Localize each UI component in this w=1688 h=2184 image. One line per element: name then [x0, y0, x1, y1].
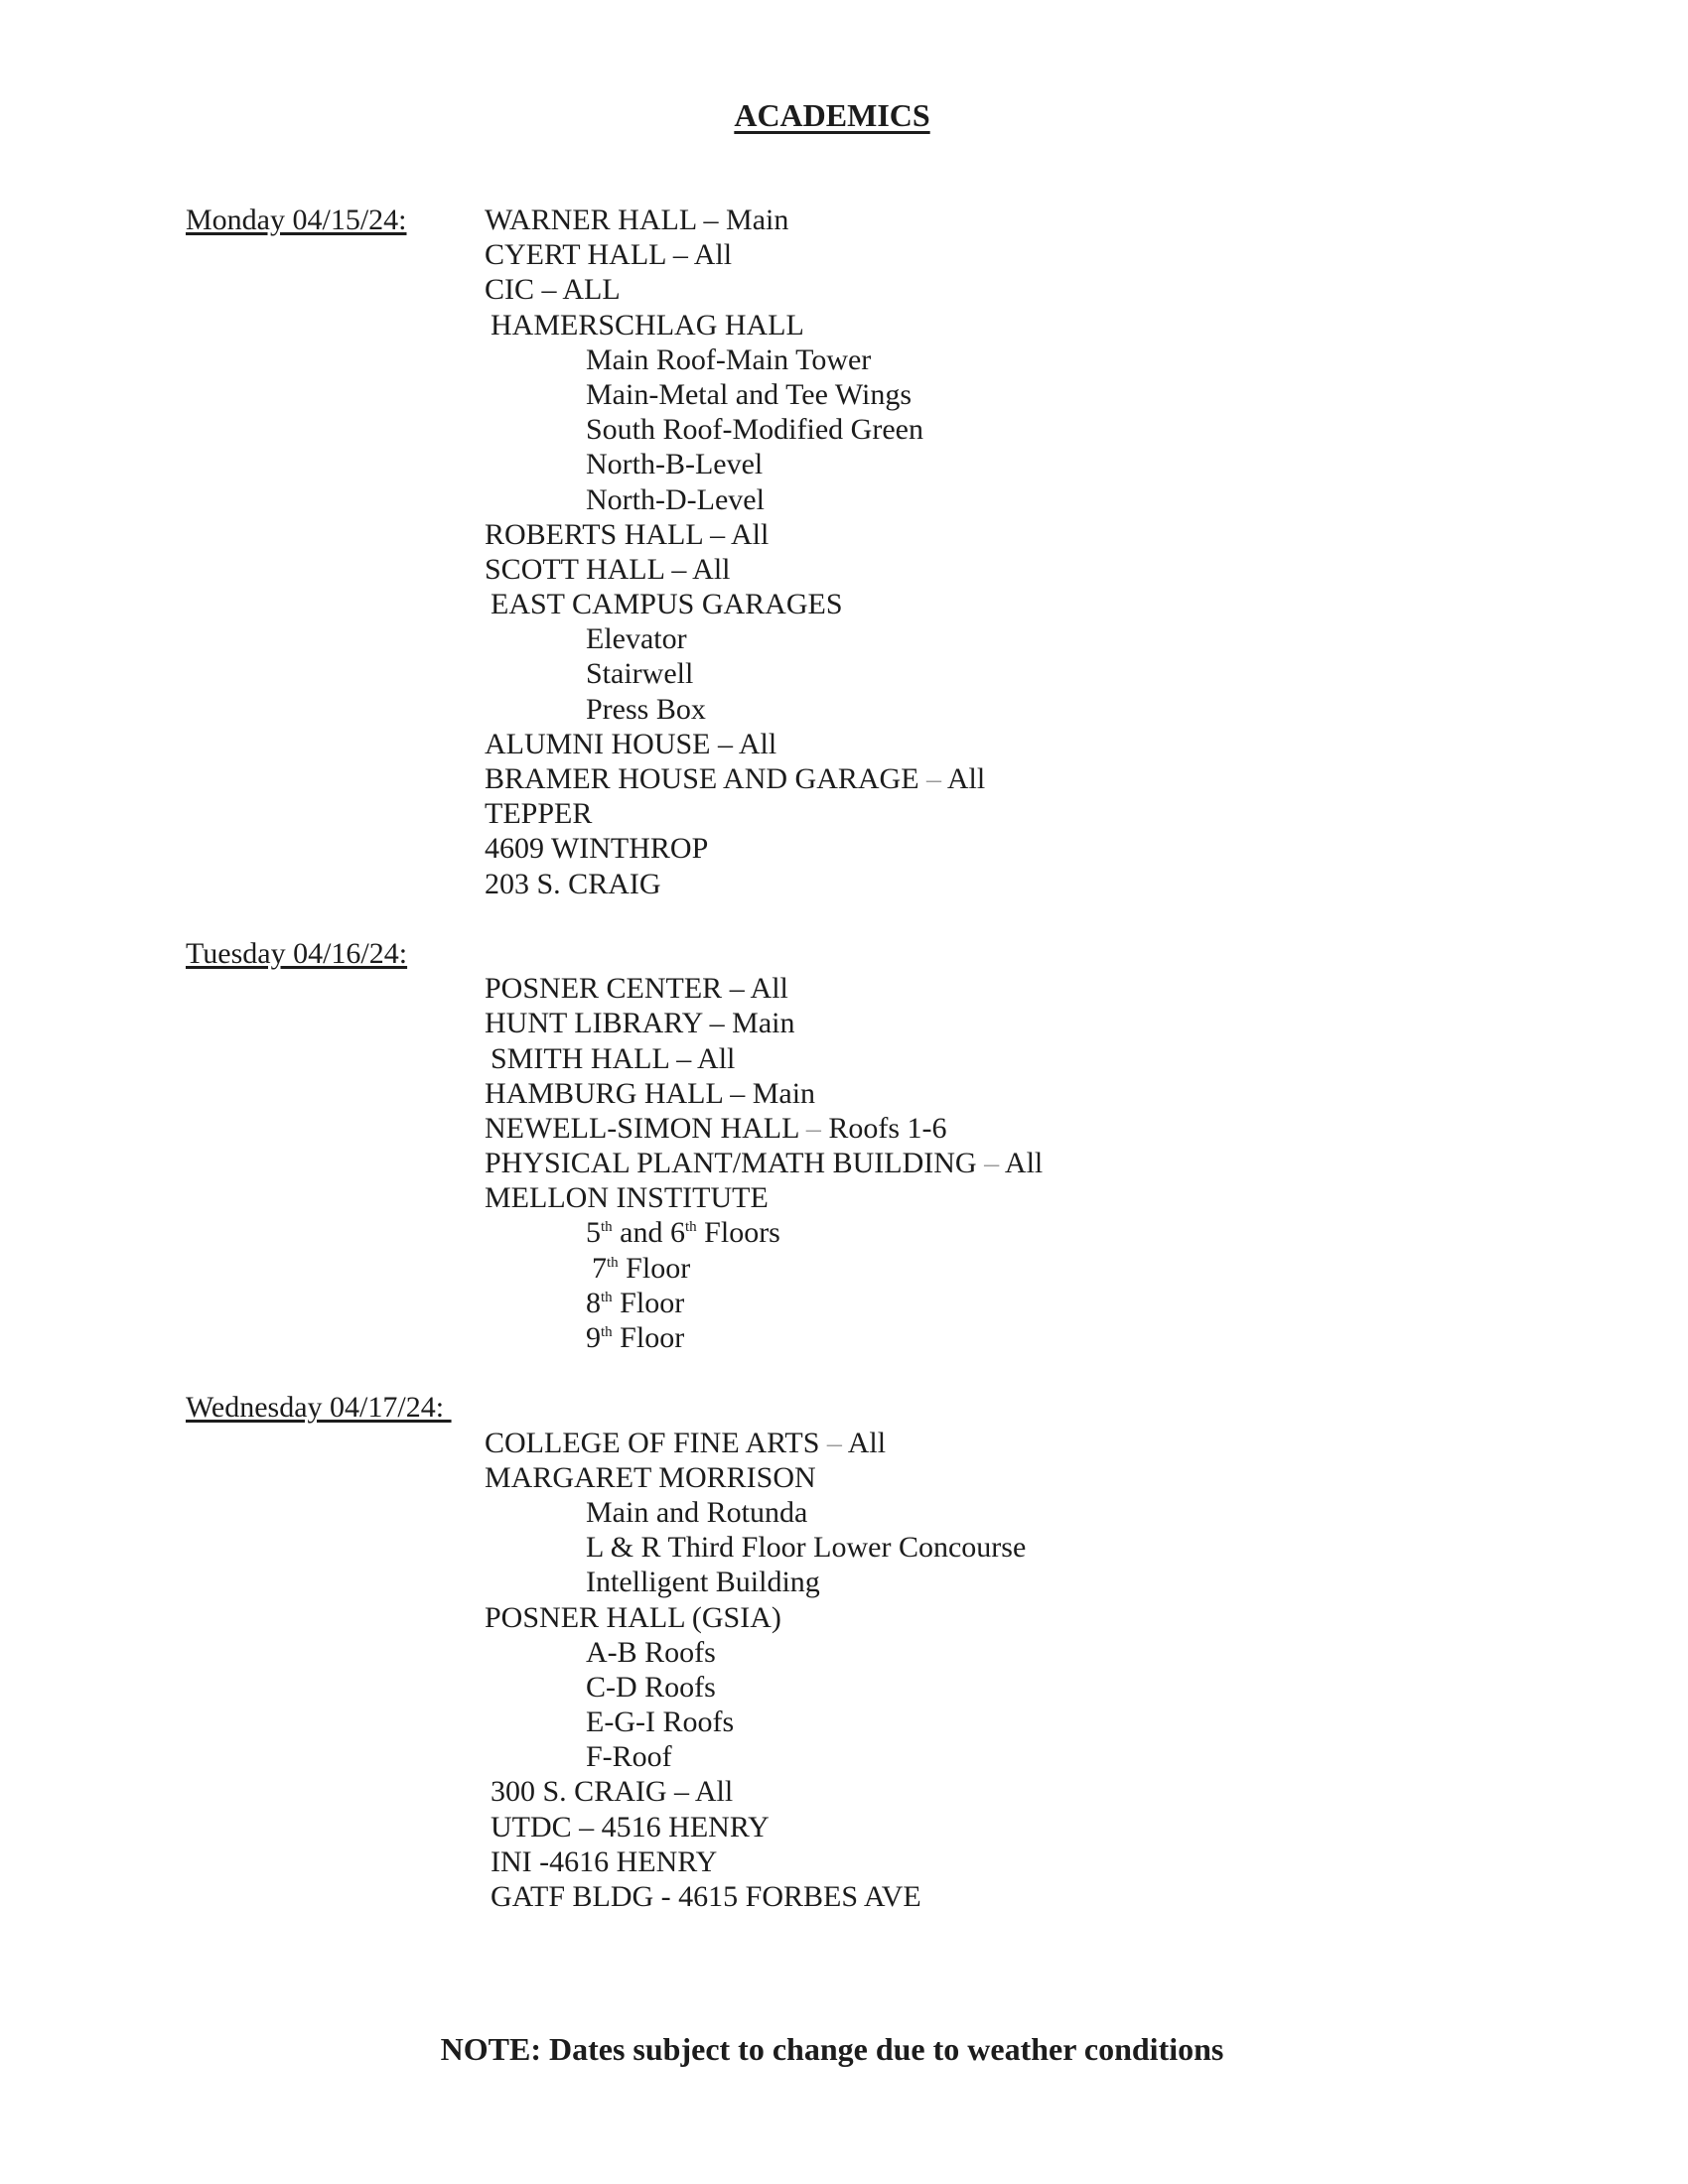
building-scott-hall: SCOTT HALL – All	[485, 552, 731, 586]
area-item: 5th and 6th Floors	[586, 1216, 780, 1250]
area-item: F-Roof	[586, 1740, 672, 1774]
dash: –	[926, 762, 942, 795]
page-title: ACADEMICS	[734, 97, 930, 133]
building-name: NEWELL-SIMON HALL	[485, 1111, 806, 1145]
dash: –	[805, 1111, 821, 1145]
building-college-of-fine-arts	[485, 1426, 886, 1460]
area-item: Main-Metal and Tee Wings	[586, 377, 913, 411]
building-203-s-craig: 203 S. CRAIG	[485, 867, 661, 900]
area-item: South Roof-Modified Green	[586, 413, 923, 447]
building-hamerschlag-hall: HAMERSCHLAG HALL	[491, 308, 804, 341]
weather-note: NOTE: Dates subject to change due to weather conditions	[440, 2031, 1224, 2067]
building-ini: INI -4616 HENRY	[491, 1844, 718, 1878]
building-alumni-house: ALUMNI HOUSE – All	[485, 727, 777, 760]
building-smith-hall: SMITH HALL – All	[491, 1041, 736, 1075]
scope: All	[999, 1147, 1044, 1180]
scope: All	[841, 1426, 887, 1459]
area-item: Elevator	[586, 622, 687, 656]
building-posner-hall: POSNER HALL (GSIA)	[485, 1600, 781, 1634]
spacer	[0, 1355, 1688, 1390]
building-newell-simon-hall	[485, 1111, 947, 1146]
building-name: BRAMER HOUSE AND GARAGE	[485, 762, 927, 795]
building-roberts-hall: ROBERTS HALL – All	[485, 517, 770, 551]
building-cic: CIC – ALL	[485, 273, 621, 307]
building-cyert-hall: CYERT HALL – All	[485, 238, 733, 272]
building-warner-hall: WARNER HALL – Main	[485, 204, 789, 236]
schedule-row	[0, 203, 1688, 237]
area-item: North-D-Level	[586, 482, 765, 516]
day-label-monday: Monday 04/15/24:	[186, 204, 407, 236]
dash: –	[984, 1147, 1000, 1180]
area-item: Main Roof-Main Tower	[586, 342, 872, 376]
area-item: E-G-I Roofs	[586, 1706, 735, 1739]
day-label-wednesday: Wednesday 04/17/24:	[186, 1391, 452, 1425]
area-item: Intelligent Building	[586, 1566, 820, 1599]
day-label-tuesday: Tuesday 04/16/24:	[186, 936, 408, 970]
area-item: Stairwell	[586, 657, 694, 691]
area-item: 7th Floor	[592, 1251, 691, 1285]
area-item: Main and Rotunda	[586, 1495, 808, 1529]
building-physical-plant	[485, 1146, 1043, 1180]
building-hamburg-hall: HAMBURG HALL – Main	[485, 1076, 816, 1110]
building-300-s-craig: 300 S. CRAIG – All	[491, 1775, 734, 1809]
area-item: C-D Roofs	[586, 1670, 716, 1704]
building-margaret-morrison: MARGARET MORRISON	[485, 1460, 816, 1494]
area-item: A-B Roofs	[586, 1635, 716, 1669]
building-tepper: TEPPER	[485, 797, 593, 831]
building-name: PHYSICAL PLANT/MATH BUILDING	[485, 1147, 985, 1180]
building-gatf: GATF BLDG - 4615 FORBES AVE	[491, 1880, 921, 1913]
spacer	[0, 901, 1688, 936]
area-item: L & R Third Floor Lower Concourse	[586, 1531, 1027, 1565]
area-item: 9th Floor	[586, 1321, 685, 1354]
scope: Roofs 1-6	[820, 1111, 947, 1145]
building-posner-center: POSNER CENTER – All	[485, 972, 788, 1006]
building-name: COLLEGE OF FINE ARTS	[485, 1426, 827, 1459]
building-east-campus-garages: EAST CAMPUS GARAGES	[491, 588, 843, 621]
area-item: 8th Floor	[586, 1286, 685, 1319]
scope: All	[941, 762, 986, 795]
area-item: North-B-Level	[586, 448, 764, 481]
building-mellon-institute: MELLON INSTITUTE	[485, 1181, 769, 1215]
building-4609-winthrop: 4609 WINTHROP	[485, 832, 709, 866]
area-item: Press Box	[586, 692, 706, 726]
dash: –	[826, 1426, 842, 1459]
building-utdc: UTDC – 4516 HENRY	[491, 1810, 770, 1843]
building-bramer-house	[485, 761, 985, 796]
schedule	[0, 203, 1688, 1914]
building-hunt-library: HUNT LIBRARY – Main	[485, 1007, 795, 1040]
